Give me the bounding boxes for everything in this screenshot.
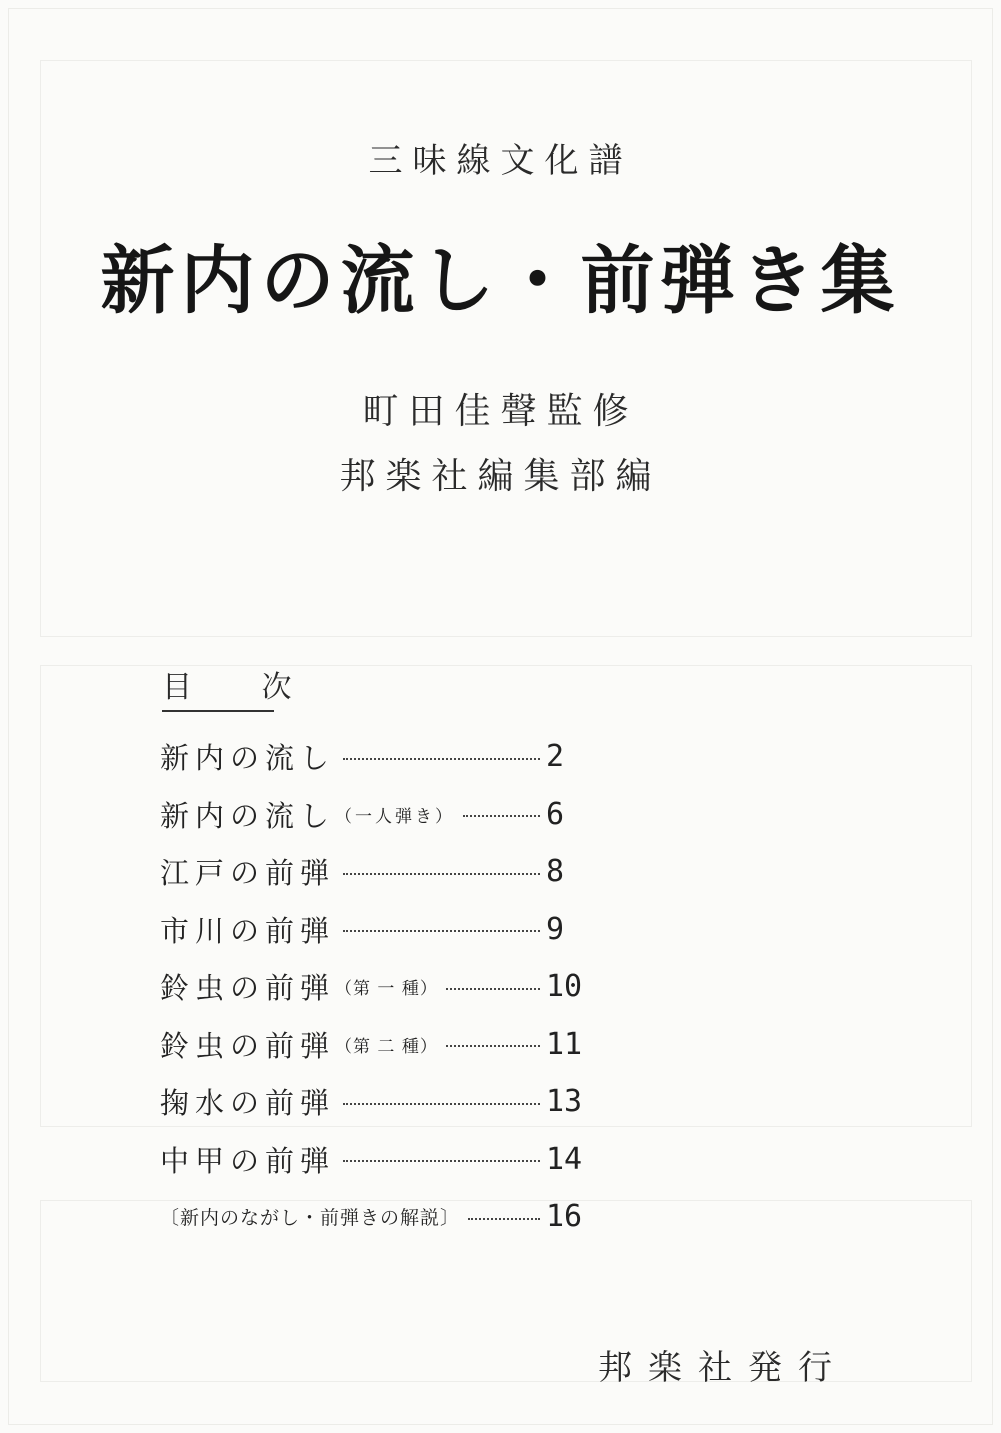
toc-leader — [343, 873, 540, 875]
toc-entry-title: 市川の前弾 — [160, 913, 336, 948]
toc-leader — [446, 988, 540, 990]
toc-entry-page: 13 — [546, 1084, 583, 1120]
toc-heading: 目 次 — [162, 662, 274, 712]
toc-entry-title: 鈴虫の前弾 — [160, 1028, 336, 1063]
toc-entry-title: 鈴虫の前弾 — [160, 971, 336, 1006]
toc-entry-note: （第 一 種） — [335, 979, 438, 1000]
toc-entry[interactable] — [160, 1073, 583, 1131]
publisher: 邦楽社発行 — [598, 1348, 848, 1388]
toc-entry-title: 掬水の前弾 — [160, 1086, 336, 1121]
toc-leader — [468, 1218, 540, 1220]
toc-entry-page: 2 — [546, 739, 565, 775]
toc-entry-page: 11 — [546, 1026, 583, 1062]
toc-entry-title: 新内の流し — [160, 741, 336, 776]
toc-entry[interactable] — [160, 1016, 583, 1074]
toc-entry-title: 中甲の前弾 — [160, 1143, 336, 1178]
toc-entry-note: （第 二 種） — [335, 1036, 438, 1057]
toc-entry-note: （一人弾き） — [335, 806, 456, 827]
toc-leader — [446, 1045, 540, 1047]
toc-leader — [343, 1160, 540, 1162]
toc-leader — [343, 1103, 540, 1105]
toc-entry[interactable] — [160, 843, 580, 901]
toc-entry[interactable] — [160, 786, 580, 844]
toc-entry-title: 江戸の前弾 — [160, 856, 336, 891]
toc-entry-page: 9 — [546, 911, 565, 947]
toc-entry[interactable] — [160, 901, 580, 959]
toc-entry[interactable] — [160, 958, 583, 1016]
toc-entry-page: 8 — [546, 854, 565, 890]
toc-entry[interactable] — [160, 728, 580, 786]
toc-entry[interactable] — [160, 1131, 583, 1189]
supervisor-credit: 町田佳聲監修 — [362, 391, 639, 432]
toc-entry-title: 〔新内のながし・前弾きの解説〕 — [160, 1207, 461, 1230]
toc-entry-page: 16 — [546, 1199, 583, 1235]
editor-credit: 邦楽社編集部編 — [339, 456, 662, 497]
toc-entry-title: 新内の流し — [160, 798, 336, 833]
toc-leader — [343, 930, 540, 932]
main-title: 新内の流し・前弾き集 — [100, 238, 901, 324]
toc-leader — [463, 815, 540, 817]
toc-leader — [343, 758, 540, 760]
table-of-contents — [160, 728, 583, 1246]
toc-entry-page: 14 — [546, 1141, 583, 1177]
toc-entry[interactable] — [160, 1188, 583, 1246]
toc-entry-page: 6 — [546, 796, 565, 832]
toc-entry-page: 10 — [546, 969, 583, 1005]
series-title: 三味線文化譜 — [368, 141, 633, 181]
